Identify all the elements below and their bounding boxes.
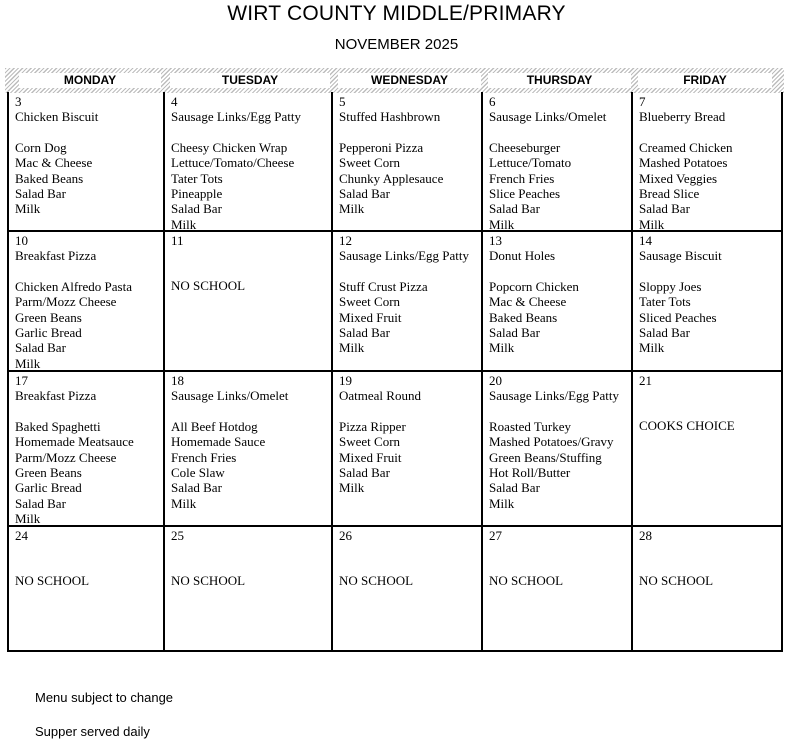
- lunch-item: Salad Bar: [15, 186, 66, 202]
- lunch-item: Corn Dog: [15, 139, 67, 155]
- lunch-item: Salad Bar: [339, 465, 390, 481]
- spacer: [339, 404, 483, 419]
- date-number: 10: [15, 233, 28, 248]
- header-monday: MONDAY: [19, 73, 161, 88]
- day-cell-monday: [9, 92, 165, 231]
- day-cell-thursday: [483, 526, 633, 650]
- day-cell-friday: [633, 526, 783, 650]
- date-number: 20: [489, 373, 502, 388]
- day-cell-friday: [633, 371, 783, 526]
- lunch-item: Bread Slice: [639, 186, 700, 202]
- breakfast-item: Stuffed Hashbrown: [339, 109, 441, 125]
- day-cell-wednesday: [333, 371, 483, 526]
- lunch-item: French Fries: [171, 449, 237, 465]
- lunch-item: Popcorn Chicken: [489, 278, 579, 294]
- lunch-item: Slice Peaches: [489, 186, 561, 202]
- lunch-item: Milk: [15, 355, 41, 371]
- spacer: [639, 125, 783, 140]
- spacer: [339, 125, 483, 140]
- lunch-item: Chicken Alfredo Pasta: [15, 278, 132, 294]
- lunch-item: Parm/Mozz Cheese: [15, 449, 117, 465]
- lunch-item: Pineapple: [171, 186, 223, 202]
- lunch-item: Salad Bar: [489, 325, 540, 341]
- lunch-item: Mixed Veggies: [639, 170, 718, 186]
- lunch-item: Milk: [15, 201, 41, 217]
- spacer: [15, 404, 165, 419]
- date-number: 19: [339, 373, 352, 388]
- spacer: [639, 543, 783, 573]
- lunch-item: Homemade Meatsauce: [15, 434, 134, 450]
- weekday-header-row: [5, 68, 784, 93]
- day-cell-monday: [9, 231, 165, 371]
- lunch-item: Mac & Cheese: [489, 294, 567, 310]
- day-cell-friday: [633, 92, 783, 231]
- date-number: 21: [639, 373, 652, 388]
- date-number: 11: [171, 233, 184, 248]
- spacer: [15, 125, 165, 140]
- lunch-item: Salad Bar: [639, 325, 690, 341]
- lunch-item: Cole Slaw: [171, 465, 225, 481]
- date-number: 18: [171, 373, 184, 388]
- lunch-item: Creamed Chicken: [639, 139, 733, 155]
- lunch-item: Mac & Cheese: [15, 155, 93, 171]
- header-wednesday: WEDNESDAY: [338, 73, 481, 88]
- spacer: [171, 543, 333, 573]
- breakfast-item: Breakfast Pizza: [15, 248, 97, 264]
- header-thursday: THURSDAY: [488, 73, 631, 88]
- day-cell-wednesday: [333, 92, 483, 231]
- date-number: 25: [171, 528, 184, 543]
- day-cell-thursday: [483, 371, 633, 526]
- day-cell-tuesday: [165, 92, 333, 231]
- lunch-item: Baked Beans: [15, 170, 84, 186]
- lunch-item: Sweet Corn: [339, 294, 401, 310]
- breakfast-item: Sausage Links/Egg Patty: [489, 388, 619, 404]
- lunch-item: Salad Bar: [489, 480, 540, 496]
- lunch-item: Hot Roll/Butter: [489, 465, 571, 481]
- date-number: 7: [639, 94, 646, 109]
- breakfast-item: Sausage Biscuit: [639, 248, 722, 264]
- breakfast-item: Donut Holes: [489, 248, 556, 264]
- lunch-item: Salad Bar: [171, 480, 222, 496]
- date-number: 6: [489, 94, 496, 109]
- breakfast-item: Blueberry Bread: [639, 109, 726, 125]
- day-cell-monday: [9, 371, 165, 526]
- spacer: [15, 543, 165, 573]
- lunch-item: French Fries: [489, 170, 555, 186]
- breakfast-item: Breakfast Pizza: [15, 388, 97, 404]
- spacer: [339, 543, 483, 573]
- spacer: [171, 404, 333, 419]
- breakfast-item: Sausage Links/Egg Patty: [171, 109, 301, 125]
- date-number: 24: [15, 528, 28, 543]
- lunch-item: Tater Tots: [639, 294, 691, 310]
- spacer: [639, 388, 783, 418]
- spacer: [489, 264, 633, 279]
- date-number: 26: [339, 528, 352, 543]
- spacer: [489, 125, 633, 140]
- footer-note-menu-change: Menu subject to change: [35, 690, 174, 705]
- lunch-item: Lettuce/Tomato: [489, 155, 572, 171]
- day-cell-friday: [633, 231, 783, 371]
- lunch-item: Sweet Corn: [339, 434, 401, 450]
- lunch-item: Green Beans: [15, 465, 82, 481]
- lunch-item: Mashed Potatoes: [639, 155, 728, 171]
- day-cell-monday: [9, 526, 165, 650]
- page-subtitle: NOVEMBER 2025: [334, 36, 459, 53]
- lunch-item: Milk: [171, 495, 197, 511]
- lunch-item: Mixed Fruit: [339, 449, 402, 465]
- spacer: [489, 543, 633, 573]
- breakfast-item: Sausage Links/Egg Patty: [339, 248, 469, 264]
- date-number: 28: [639, 528, 652, 543]
- date-number: 13: [489, 233, 502, 248]
- lunch-item: Sliced Peaches: [639, 309, 717, 325]
- lunch-item: Sweet Corn: [339, 155, 401, 171]
- breakfast-item: Sausage Links/Omelet: [489, 109, 607, 125]
- page-title: WIRT COUNTY MIDDLE/PRIMARY: [227, 2, 566, 25]
- spacer: [339, 264, 483, 279]
- lunch-item: Milk: [339, 480, 365, 496]
- lunch-item: Milk: [489, 216, 515, 232]
- lunch-item: Milk: [15, 511, 41, 527]
- date-number: 3: [15, 94, 22, 109]
- lunch-item: Salad Bar: [15, 340, 66, 356]
- lunch-item: Milk: [489, 340, 515, 356]
- spacer: [639, 264, 783, 279]
- lunch-item: Lettuce/Tomato/Cheese: [171, 155, 295, 171]
- lunch-item: Pizza Ripper: [339, 418, 406, 434]
- lunch-item: Milk: [339, 340, 365, 356]
- date-number: 12: [339, 233, 352, 248]
- lunch-item: Salad Bar: [639, 201, 690, 217]
- lunch-item: Milk: [639, 216, 665, 232]
- day-cell-tuesday: [165, 526, 333, 650]
- no-school-label: NO SCHOOL: [171, 278, 246, 294]
- lunch-item: Milk: [489, 495, 515, 511]
- spacer: [15, 264, 165, 279]
- lunch-item: Homemade Sauce: [171, 434, 266, 450]
- spacer: [489, 404, 633, 419]
- date-number: 14: [639, 233, 652, 248]
- date-number: 5: [339, 94, 346, 109]
- lunch-item: Sloppy Joes: [639, 278, 702, 294]
- header-tuesday: TUESDAY: [170, 73, 330, 88]
- lunch-item: Salad Bar: [339, 325, 390, 341]
- spacer: [171, 125, 333, 140]
- lunch-item: Mashed Potatoes/Gravy: [489, 434, 614, 450]
- calendar-grid: [7, 92, 783, 652]
- breakfast-item: Chicken Biscuit: [15, 109, 99, 125]
- lunch-item: Green Beans: [15, 309, 82, 325]
- no-school-label: NO SCHOOL: [171, 573, 246, 589]
- breakfast-item: Sausage Links/Omelet: [171, 388, 289, 404]
- day-cell-wednesday: [333, 526, 483, 650]
- no-school-label: NO SCHOOL: [639, 573, 714, 589]
- header-friday: FRIDAY: [638, 73, 772, 88]
- lunch-item: Chunky Applesauce: [339, 170, 444, 186]
- date-number: 4: [171, 94, 178, 109]
- day-cell-wednesday: [333, 231, 483, 371]
- lunch-item: Parm/Mozz Cheese: [15, 294, 117, 310]
- lunch-item: Salad Bar: [15, 495, 66, 511]
- lunch-item: Salad Bar: [489, 201, 540, 217]
- no-school-label: NO SCHOOL: [339, 573, 414, 589]
- lunch-item: Roasted Turkey: [489, 418, 571, 434]
- lunch-item: Cheesy Chicken Wrap: [171, 139, 288, 155]
- lunch-item: Salad Bar: [339, 186, 390, 202]
- day-cell-tuesday: [165, 231, 333, 371]
- breakfast-item: Oatmeal Round: [339, 388, 421, 404]
- date-number: 17: [15, 373, 28, 388]
- lunch-item: Garlic Bread: [15, 480, 82, 496]
- day-cell-tuesday: [165, 371, 333, 526]
- lunch-item: Pepperoni Pizza: [339, 139, 424, 155]
- lunch-item: Milk: [639, 340, 665, 356]
- lunch-item: Salad Bar: [171, 201, 222, 217]
- footer-note-supper: Supper served daily: [35, 724, 150, 739]
- special-label: COOKS CHOICE: [639, 418, 735, 434]
- lunch-item: Stuff Crust Pizza: [339, 278, 428, 294]
- day-cell-thursday: [483, 231, 633, 371]
- lunch-item: Mixed Fruit: [339, 309, 402, 325]
- lunch-item: Cheeseburger: [489, 139, 561, 155]
- lunch-item: All Beef Hotdog: [171, 418, 258, 434]
- lunch-item: Garlic Bread: [15, 325, 82, 341]
- day-cell-thursday: [483, 92, 633, 231]
- date-number: 27: [489, 528, 502, 543]
- no-school-label: NO SCHOOL: [489, 573, 564, 589]
- lunch-item: Milk: [339, 201, 365, 217]
- lunch-item: Tater Tots: [171, 170, 223, 186]
- lunch-item: Green Beans/Stuffing: [489, 449, 602, 465]
- lunch-item: Baked Spaghetti: [15, 418, 101, 434]
- lunch-item: Milk: [171, 216, 197, 232]
- lunch-item: Baked Beans: [489, 309, 558, 325]
- spacer: [171, 248, 333, 278]
- no-school-label: NO SCHOOL: [15, 573, 90, 589]
